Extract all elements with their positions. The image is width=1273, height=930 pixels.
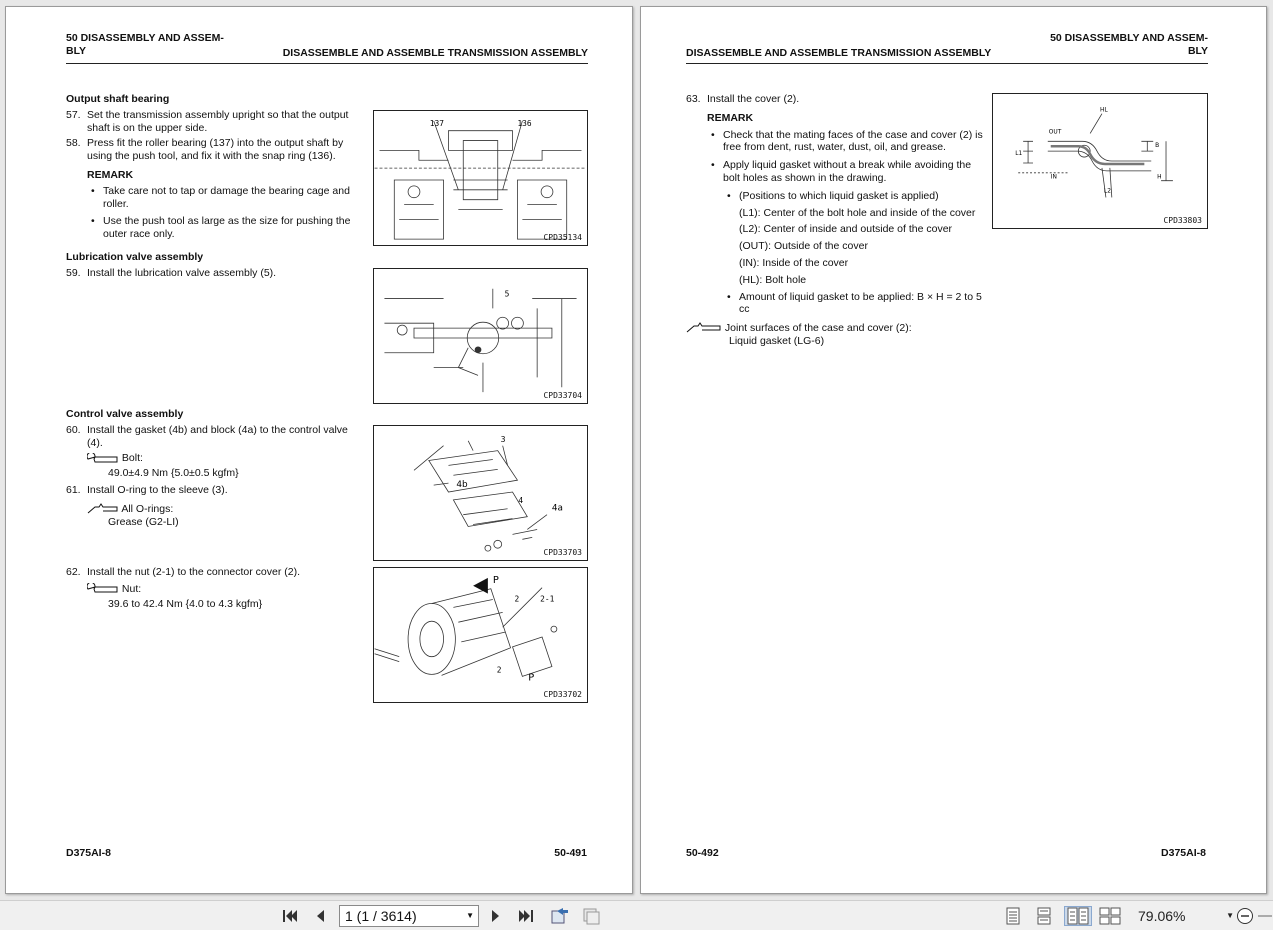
torque-value: 49.0±4.9 Nm {5.0±0.5 kgfm} bbox=[108, 467, 239, 480]
zoom-out-button[interactable] bbox=[1234, 906, 1256, 926]
definition-in: (IN): Inside of the cover bbox=[739, 256, 849, 269]
callout-label: H bbox=[1157, 174, 1162, 181]
callout-label: 2 bbox=[514, 594, 520, 604]
previous-view-icon bbox=[549, 907, 569, 925]
step-number: 60. bbox=[66, 423, 81, 436]
callout-label: 136 bbox=[517, 118, 532, 128]
single-page-view-button[interactable] bbox=[1002, 906, 1024, 926]
control-valve-section bbox=[66, 408, 364, 528]
step-60 bbox=[66, 424, 364, 450]
step-59 bbox=[66, 267, 364, 280]
callout-label: B bbox=[1155, 143, 1160, 150]
lubrication-section bbox=[66, 251, 364, 280]
step-text: Install O-ring to the sleeve (3). bbox=[87, 483, 228, 496]
remark-list bbox=[686, 129, 984, 317]
header-title: DISASSEMBLE AND ASSEMBLE TRANSMISSION ASSEMBLY bbox=[686, 46, 992, 59]
next-page-icon bbox=[490, 909, 502, 923]
section-heading: Output shaft bearing bbox=[66, 93, 170, 105]
zoom-slider[interactable] bbox=[1258, 906, 1272, 926]
first-page-icon bbox=[282, 909, 298, 923]
zoom-out-icon bbox=[1236, 907, 1254, 925]
zoom-slider-track bbox=[1258, 913, 1272, 919]
step-text: Install the nut (2-1) to the connector cover (2). bbox=[87, 566, 301, 578]
definition-hl: (HL): Bolt hole bbox=[739, 273, 807, 286]
transmission-drawing bbox=[374, 568, 587, 702]
torque-wrench-icon bbox=[87, 453, 119, 465]
last-page-icon bbox=[518, 909, 534, 923]
connector-section bbox=[66, 566, 364, 610]
cover-install-section bbox=[686, 93, 984, 348]
footer-page-number: 50-492 bbox=[686, 847, 719, 859]
lubricant-value: Grease (G2-LI) bbox=[108, 515, 179, 528]
callout-label: P bbox=[528, 672, 535, 684]
callout-label: IN bbox=[1050, 174, 1057, 181]
continuous-view-button[interactable] bbox=[1033, 906, 1055, 926]
first-page-button[interactable] bbox=[279, 906, 301, 926]
figure-gasket-positions bbox=[992, 93, 1208, 229]
callout-label: P bbox=[492, 574, 499, 586]
footer-model: D375AI-8 bbox=[1161, 847, 1206, 859]
remark-item: • Check that the mating faces of the case and cover (2) is free from dent, rust, water, dust, oil, and grease. bbox=[707, 129, 984, 155]
remark-label: REMARK bbox=[87, 168, 134, 181]
figure-id: CPD33704 bbox=[543, 391, 582, 400]
zoom-value: 79.06% bbox=[1138, 908, 1186, 924]
lubricant-spec bbox=[66, 503, 364, 529]
remark-item: • Apply liquid gasket without a break while avoiding the bolt holes as shown in the drawing. bbox=[707, 159, 984, 185]
header-chapter-line2: BLY bbox=[66, 44, 87, 57]
header-chapter-line1: 50 DISASSEMBLY AND ASSEM- bbox=[66, 32, 224, 44]
torque-spec bbox=[66, 583, 364, 611]
torque-spec bbox=[66, 452, 364, 480]
header-chapter-line2: BLY bbox=[1187, 44, 1208, 57]
definition-out: (OUT): Outside of the cover bbox=[739, 240, 868, 253]
page-50-491 bbox=[5, 6, 633, 894]
callout-label: HL bbox=[1100, 107, 1108, 114]
callout-label: 4b bbox=[456, 480, 468, 491]
figure-connector-cover bbox=[373, 567, 588, 703]
remark-item: • Use the push tool as large as the size for pushing the outer race only. bbox=[87, 215, 364, 241]
figure-id: CPD33803 bbox=[1163, 216, 1202, 225]
bearing-drawing bbox=[374, 111, 587, 245]
next-page-button[interactable] bbox=[485, 906, 507, 926]
lubricant-label: All O-rings: bbox=[121, 502, 174, 515]
step-number: 63. bbox=[686, 93, 701, 105]
torque-value: 39.6 to 42.4 Nm {4.0 to 4.3 kgfm} bbox=[108, 597, 263, 610]
callout-label: L1 bbox=[1015, 151, 1023, 158]
header-chapter-line1: 50 DISASSEMBLY AND ASSEM- bbox=[1050, 32, 1208, 44]
definition-l1: (L1): Center of the bolt hole and inside of the cover bbox=[739, 206, 976, 219]
gasket-value: Liquid gasket (LG-6) bbox=[729, 334, 825, 347]
torque-label: Nut: bbox=[121, 582, 142, 595]
callout-label: 5 bbox=[504, 289, 510, 299]
sub-item: • Amount of liquid gasket to be applied: B × H = 2 to 5 cc bbox=[723, 291, 984, 317]
continuous-facing-view-button[interactable] bbox=[1097, 906, 1123, 926]
callout-label: 3 bbox=[500, 434, 506, 444]
gasket-label: Joint surfaces of the case and cover (2): bbox=[724, 322, 912, 335]
step-number: 57. bbox=[66, 108, 81, 121]
figure-control-valve bbox=[373, 425, 588, 561]
callout-label: 2 bbox=[496, 665, 502, 675]
control-valve-drawing bbox=[374, 426, 587, 560]
gasket-positions bbox=[707, 190, 984, 316]
step-text: Set the transmission assembly upright so that the output shaft is on the upper side. bbox=[87, 108, 349, 134]
last-page-button[interactable] bbox=[515, 906, 537, 926]
header-chapter bbox=[66, 32, 224, 57]
callout-label: 4a bbox=[551, 503, 564, 514]
figure-output-shaft-bearing bbox=[373, 110, 588, 246]
facing-pages-icon bbox=[1067, 907, 1089, 925]
navigation-toolbar bbox=[0, 900, 1273, 930]
liquid-gasket-spec bbox=[686, 322, 984, 348]
output-shaft-section bbox=[66, 93, 364, 241]
step-62 bbox=[66, 566, 364, 579]
step-number: 61. bbox=[66, 483, 81, 496]
step-text: Install the lubrication valve assembly (5). bbox=[87, 266, 277, 279]
page-header bbox=[686, 32, 1208, 64]
single-page-icon bbox=[1006, 907, 1020, 925]
zoom-selector[interactable] bbox=[1138, 905, 1238, 927]
torque-label: Bolt: bbox=[121, 452, 143, 465]
header-title: DISASSEMBLE AND ASSEMBLE TRANSMISSION ASSEMBLY bbox=[282, 46, 588, 59]
remark-list bbox=[66, 185, 364, 241]
facing-view-button[interactable] bbox=[1064, 906, 1092, 926]
figure-lubrication-valve bbox=[373, 268, 588, 404]
footer-model: D375AI-8 bbox=[66, 847, 111, 859]
gasket-applicator-icon bbox=[686, 322, 722, 334]
page-50-492 bbox=[640, 6, 1267, 894]
continuous-facing-icon bbox=[1099, 907, 1121, 925]
page-header bbox=[66, 32, 588, 64]
callout-label: 4 bbox=[518, 495, 524, 505]
figure-id: CPD33702 bbox=[543, 690, 582, 699]
remark-item: • Take care not to tap or damage the bearing cage and roller. bbox=[87, 185, 364, 211]
previous-page-icon bbox=[314, 909, 326, 923]
next-view-icon bbox=[581, 907, 601, 925]
remark-label: REMARK bbox=[707, 111, 754, 124]
step-63 bbox=[686, 93, 984, 106]
previous-view-button[interactable] bbox=[548, 906, 570, 926]
header-chapter bbox=[1050, 32, 1208, 57]
step-number: 58. bbox=[66, 137, 81, 150]
torque-wrench-icon bbox=[87, 583, 119, 595]
callout-label: L2 bbox=[1103, 188, 1112, 195]
figure-id: CPD35134 bbox=[543, 233, 582, 242]
page-selector-value: 1 (1 / 3614) bbox=[345, 908, 417, 924]
step-text: Press fit the roller bearing (137) into the output shaft by using the push tool, and fix it with the snap ring (136). bbox=[87, 137, 344, 163]
section-heading: Control valve assembly bbox=[66, 408, 184, 420]
callout-label: 2-1 bbox=[540, 594, 555, 604]
grease-gun-icon bbox=[87, 503, 119, 515]
footer-page-number: 50-491 bbox=[554, 847, 587, 859]
step-text: Install the cover (2). bbox=[707, 93, 800, 105]
page-selector[interactable] bbox=[339, 905, 479, 927]
continuous-page-icon bbox=[1037, 907, 1051, 925]
step-number: 59. bbox=[66, 266, 81, 279]
gasket-cross-section-drawing bbox=[993, 94, 1207, 228]
figure-id: CPD33703 bbox=[543, 548, 582, 557]
step-57 bbox=[66, 109, 364, 135]
dropdown-arrow-icon: ▼ bbox=[466, 911, 474, 920]
step-number: 62. bbox=[66, 566, 81, 578]
step-61 bbox=[66, 484, 364, 497]
callout-label: OUT bbox=[1048, 129, 1062, 136]
callout-label: 137 bbox=[429, 118, 444, 128]
step-text: Install the gasket (4b) and block (4a) to the control valve (4). bbox=[87, 423, 348, 449]
lubrication-valve-drawing bbox=[374, 269, 587, 403]
previous-page-button[interactable] bbox=[309, 906, 331, 926]
section-heading: Lubrication valve assembly bbox=[66, 251, 204, 263]
definition-l2: (L2): Center of inside and outside of the cover bbox=[739, 223, 953, 236]
next-view-button[interactable] bbox=[580, 906, 602, 926]
dropdown-arrow-icon: ▼ bbox=[1226, 911, 1234, 920]
sub-item: • (Positions to which liquid gasket is applied) bbox=[723, 190, 984, 203]
step-58 bbox=[66, 137, 364, 163]
